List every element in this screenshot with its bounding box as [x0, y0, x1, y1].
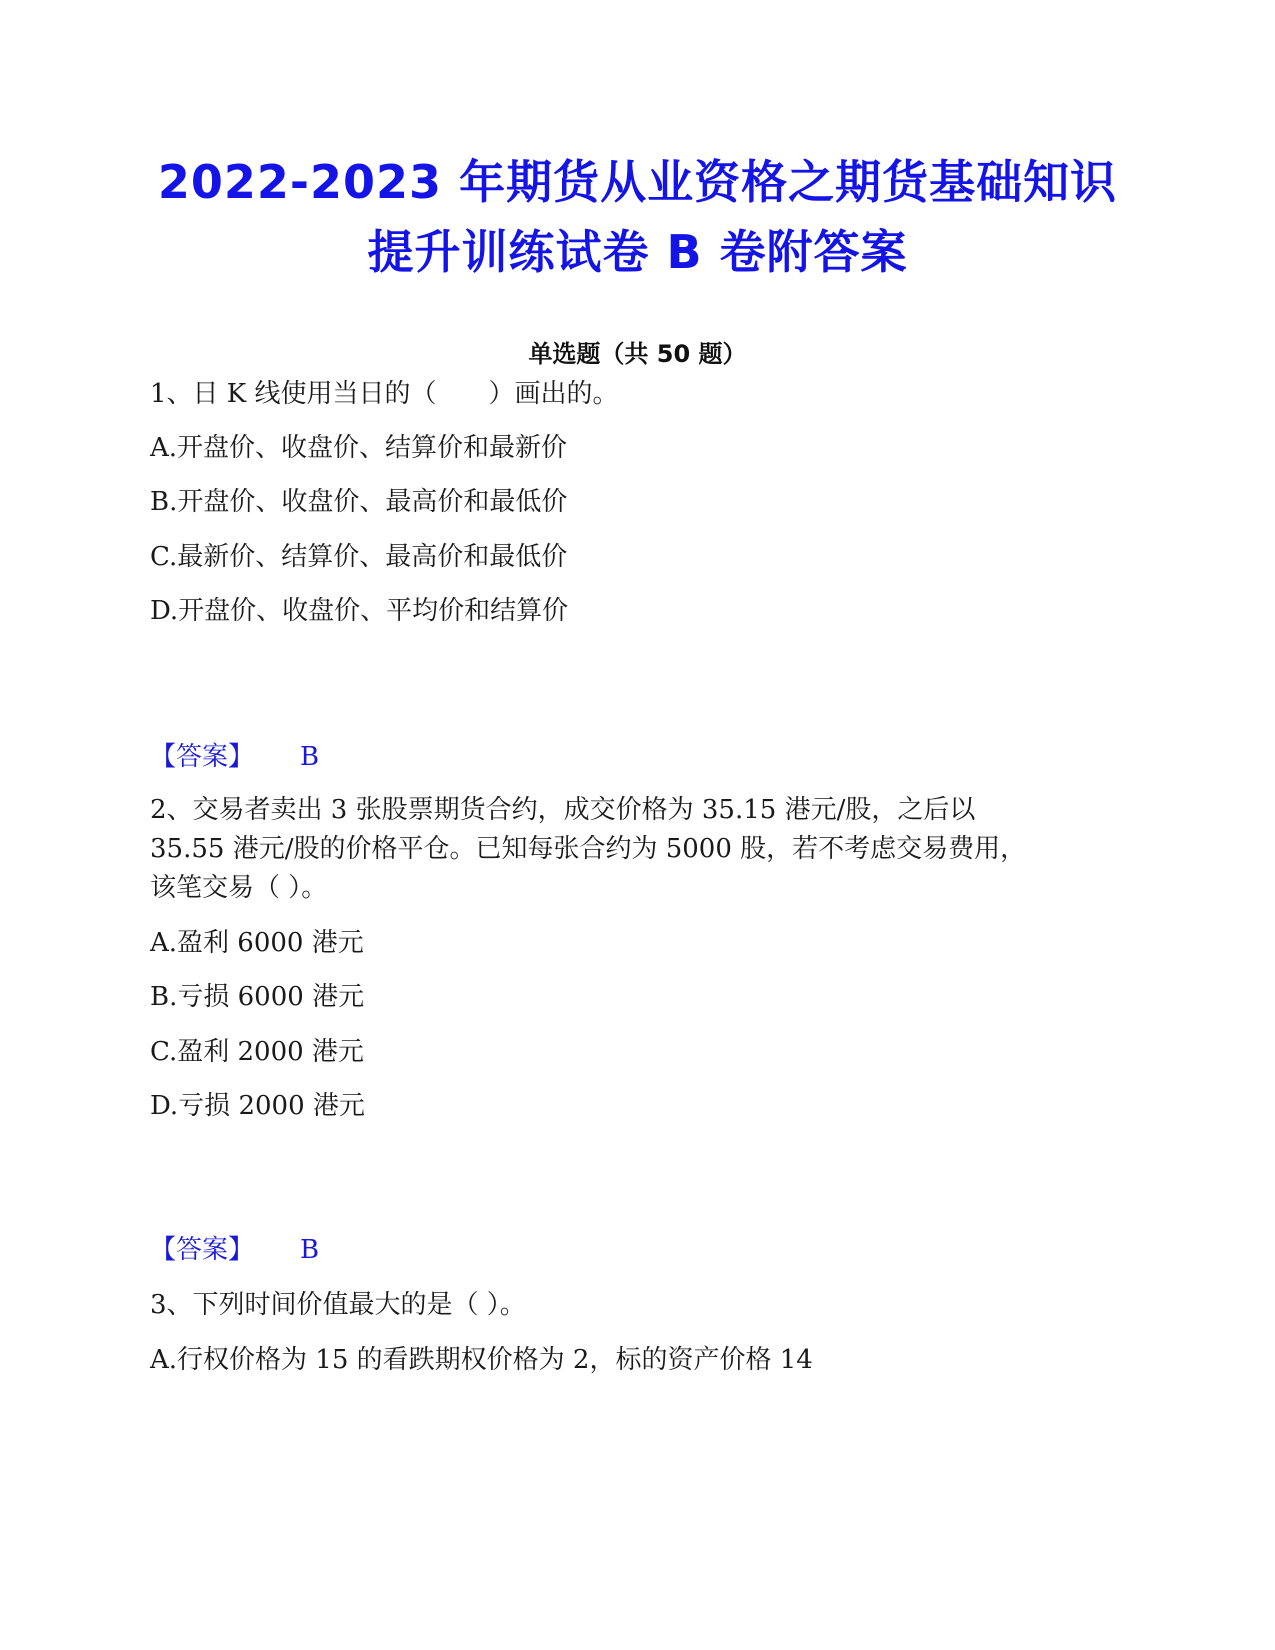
question-2-option-b: B.亏损 6000 港元: [150, 982, 365, 1012]
section-heading: 单选题（共 50 题）: [528, 340, 747, 368]
document-title-line-2: 提升训练试卷 B 卷附答案: [367, 225, 908, 279]
question-2-answer: [150, 1232, 319, 1268]
question-2-stem-line-2: 35.55 港元/股的价格平仓。已知每张合约为 5000 股，若不考虑交易费用，: [150, 834, 1027, 864]
document-title-line-1: 2022-2023 年期货从业资格之期货基础知识: [157, 155, 1118, 209]
question-2-option-c: C.盈利 2000 港元: [150, 1037, 364, 1067]
question-1-answer: [150, 739, 319, 775]
question-2-stem-line-3: 该笔交易（ ）。: [150, 873, 328, 903]
question-2-stem-line-1: 2、交易者卖出 3 张股票期货合约，成交价格为 35.15 港元/股，之后以: [150, 795, 976, 825]
question-2-option-a: A.盈利 6000 港元: [150, 928, 364, 958]
question-1-option-a: A.开盘价、收盘价、结算价和最新价: [150, 433, 568, 463]
answer-value: B: [300, 1235, 320, 1265]
question-1-stem: 1、日 K 线使用当日的（ ）画出的。: [150, 379, 619, 409]
answer-value: B: [300, 742, 320, 772]
answer-label: 【答案】: [150, 1235, 255, 1265]
question-2-option-d: D.亏损 2000 港元: [150, 1091, 365, 1121]
question-1-option-d: D.开盘价、收盘价、平均价和结算价: [150, 596, 569, 626]
question-1-option-b: B.开盘价、收盘价、最高价和最低价: [150, 487, 568, 517]
answer-label: 【答案】: [150, 742, 255, 772]
question-3-stem: 3、下列时间价值最大的是（ ）。: [150, 1290, 526, 1320]
question-3-option-a: A.行权价格为 15 的看跌期权价格为 2，标的资产价格 14: [150, 1345, 813, 1375]
question-1-option-c: C.最新价、结算价、最高价和最低价: [150, 542, 568, 572]
